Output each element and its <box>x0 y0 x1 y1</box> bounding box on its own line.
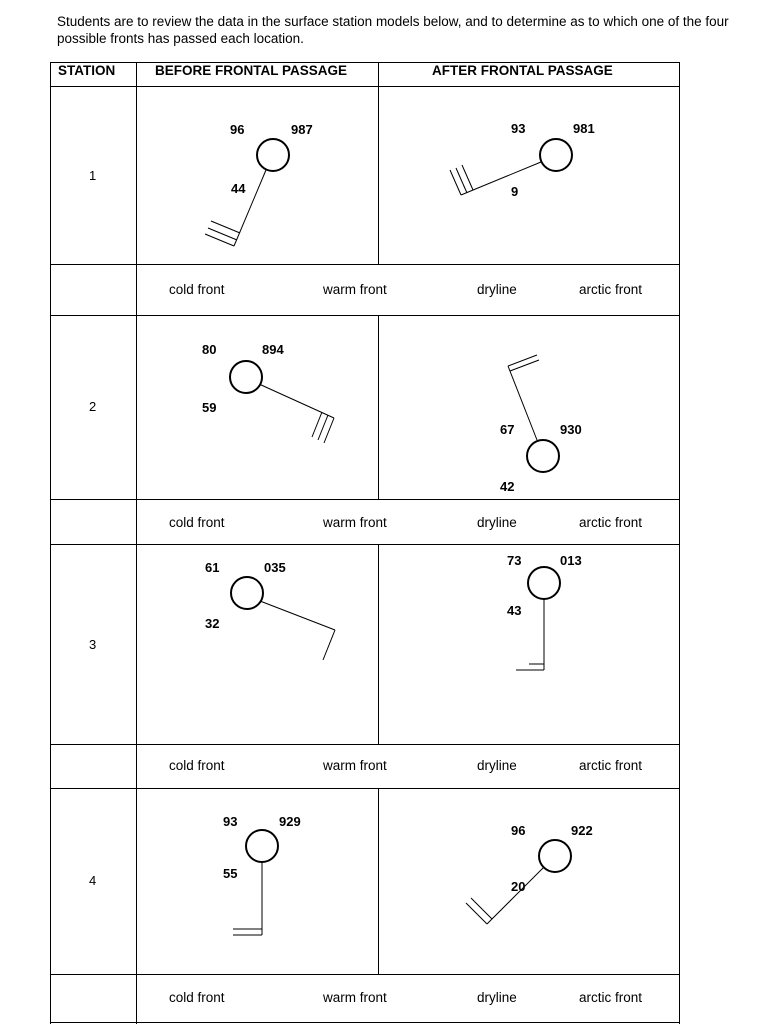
s4-after-pressure: 922 <box>571 823 593 838</box>
option-cold-front[interactable]: cold front <box>169 990 225 1005</box>
station-number-1: 1 <box>89 168 97 183</box>
station-number-2: 2 <box>89 399 97 414</box>
station-circle-icon <box>539 840 571 872</box>
s2-before-dewpoint: 59 <box>202 400 217 415</box>
station-circle-icon <box>246 830 278 862</box>
s3-before-station-model <box>231 577 335 660</box>
option-dryline[interactable]: dryline <box>477 758 517 773</box>
s4-before-temp: 93 <box>223 814 238 829</box>
s4-after-temp: 96 <box>511 823 526 838</box>
station-circle-icon <box>257 139 289 171</box>
s2-after-pressure: 930 <box>560 422 582 437</box>
s3-after-dewpoint: 43 <box>507 603 522 618</box>
station-number-4: 4 <box>89 873 97 888</box>
option-cold-front[interactable]: cold front <box>169 758 225 773</box>
option-warm-front[interactable]: warm front <box>323 990 387 1005</box>
station-circle-icon <box>528 567 560 599</box>
station-circle-icon <box>540 139 572 171</box>
option-dryline[interactable]: dryline <box>477 282 517 297</box>
option-arctic-front[interactable]: arctic front <box>579 990 643 1005</box>
s1-after-temp: 93 <box>511 121 526 136</box>
s1-after-dewpoint: 9 <box>511 184 519 199</box>
station-circle-icon <box>527 440 559 472</box>
option-warm-front[interactable]: warm front <box>323 515 387 530</box>
s4-after-station-model <box>466 840 571 924</box>
option-cold-front[interactable]: cold front <box>169 515 225 530</box>
option-dryline[interactable]: dryline <box>477 990 517 1005</box>
s3-before-pressure: 035 <box>264 560 286 575</box>
header-after: AFTER FRONTAL PASSAGE <box>432 63 613 78</box>
option-cold-front[interactable]: cold front <box>169 282 225 297</box>
option-arctic-front[interactable]: arctic front <box>579 515 643 530</box>
s1-before-station-model <box>205 139 289 246</box>
s1-before-dewpoint: 44 <box>231 181 246 196</box>
s3-before-dewpoint: 32 <box>205 616 220 631</box>
s3-after-pressure: 013 <box>560 553 582 568</box>
s3-before-temp: 61 <box>205 560 220 575</box>
s2-before-pressure: 894 <box>262 342 284 357</box>
header-station: STATION <box>58 63 116 78</box>
option-warm-front[interactable]: warm front <box>323 758 387 773</box>
option-arctic-front[interactable]: arctic front <box>579 282 643 297</box>
s4-before-station-model <box>233 830 278 935</box>
option-arctic-front[interactable]: arctic front <box>579 758 643 773</box>
s3-after-station-model <box>516 567 560 670</box>
s2-after-station-model <box>508 355 559 472</box>
s2-before-temp: 80 <box>202 342 217 357</box>
s4-before-dewpoint: 55 <box>223 866 238 881</box>
s3-after-temp: 73 <box>507 553 522 568</box>
instructions-text: Students are to review the data in the surface station models below, and to determine as to which one of the four possible fronts has passed each location. <box>57 14 729 46</box>
station-circle-icon <box>230 361 262 393</box>
s2-after-temp: 67 <box>500 422 515 437</box>
s4-after-dewpoint: 20 <box>511 879 526 894</box>
s1-after-pressure: 981 <box>573 121 595 136</box>
s4-before-pressure: 929 <box>279 814 301 829</box>
s2-after-dewpoint: 42 <box>500 479 515 494</box>
option-dryline[interactable]: dryline <box>477 515 517 530</box>
s1-before-temp: 96 <box>230 122 245 137</box>
header-before: BEFORE FRONTAL PASSAGE <box>155 63 348 78</box>
s2-before-station-model <box>230 361 334 443</box>
s1-before-pressure: 987 <box>291 122 313 137</box>
s1-after-station-model <box>450 139 572 195</box>
station-number-3: 3 <box>89 637 97 652</box>
station-circle-icon <box>231 577 263 609</box>
option-warm-front[interactable]: warm front <box>323 282 387 297</box>
